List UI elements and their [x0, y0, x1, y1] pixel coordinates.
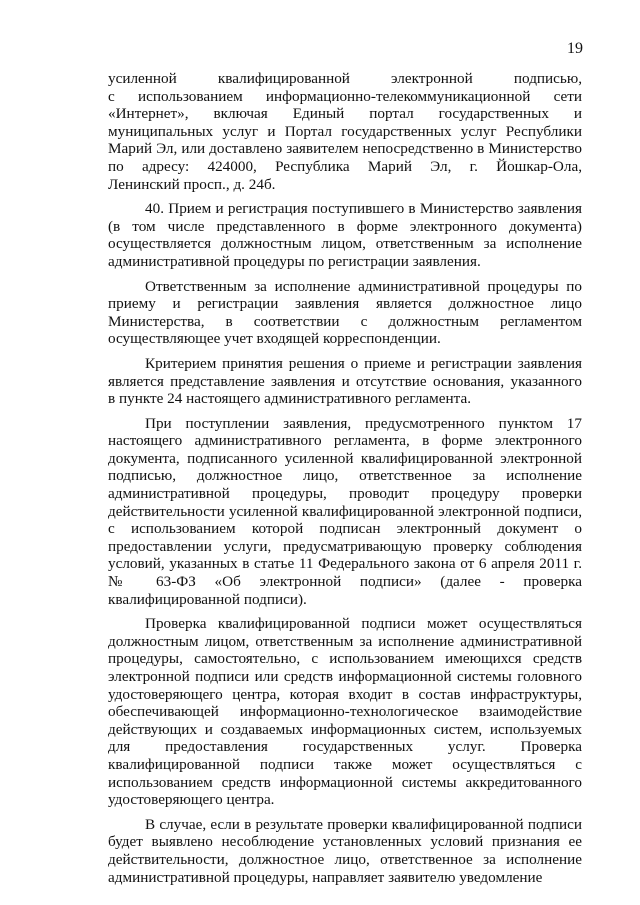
text-line: приему и регистрации заявления является должностное лицо — [108, 295, 582, 313]
text-line: по адресу: 424000, Республика Марий Эл, г. Йошкар-Ола, — [108, 157, 582, 175]
text-line: административной процедуры, направляет заявителю уведомление — [108, 868, 543, 886]
paragraph — [108, 355, 582, 408]
paragraph-gap — [108, 348, 582, 355]
paragraph — [108, 278, 582, 348]
paragraph — [108, 70, 582, 193]
text-line: действительности, должностное лицо, ответственное за исполнение — [108, 850, 582, 868]
text-line: удостоверяющего центра. — [108, 791, 275, 809]
text-line: Проверка квалифицированной подписи может осуществляться — [145, 615, 582, 633]
text-line: 40. Прием и регистрация поступившего в Министерство заявления — [145, 200, 582, 218]
text-line: предоставлении услуги, предусматривающую проверку соблюдения — [108, 537, 582, 555]
paragraph-gap — [108, 408, 582, 415]
page-number: 19 — [567, 40, 583, 57]
text-line: действительности усиленной квалифицированной электронной подписи, — [108, 502, 582, 520]
text-line: настоящего административного регламента, в форме электронного — [108, 432, 582, 450]
text-line: Критерием принятия решения о приеме и регистрации заявления — [145, 354, 582, 372]
paragraph-gap — [108, 809, 582, 816]
text-line: будет выявлено несоблюдение установленных условий признания ее — [108, 833, 582, 851]
text-line: квалифицированной подписи также может осуществляться с — [108, 755, 582, 773]
text-line: Ответственным за исполнение административной процедуры по — [145, 277, 582, 295]
text-line: в пункте 24 настоящего административного регламента. — [108, 390, 471, 408]
text-line: электронной подписи или средств информационной системы головного — [108, 668, 582, 685]
paragraph — [108, 415, 582, 609]
text-line: обеспечивающей информационно-технологическое взаимодействие — [108, 703, 582, 721]
text-line: использованием средств информационной системы аккредитованного — [108, 773, 582, 791]
text-line: должностным лицом, ответственным за исполнение административной — [108, 632, 582, 650]
text-line: для предоставления государственных услуг. Проверка — [108, 738, 582, 756]
text-line: административной процедуры, проводит процедуру проверки — [108, 485, 582, 503]
text-line: муниципальных услуг и Портал государственных услуг Республики — [108, 122, 582, 140]
text-line: № 63-ФЗ «Об электронной подписи» (далее - проверка — [108, 573, 582, 591]
text-line: Ленинский просп., д. 24б. — [108, 175, 276, 193]
document-body — [108, 70, 582, 886]
text-line: усиленной квалифицированной электронной подписью, — [108, 70, 582, 87]
text-line: является представление заявления и отсутствие основания, указанного — [108, 372, 582, 390]
text-line: удостоверяющего центра, которая входит в состав инфраструктуры, — [108, 685, 582, 703]
paragraph — [108, 615, 582, 809]
paragraph-gap — [108, 193, 582, 200]
text-line: с использованием которой подписан электронный документ о — [108, 520, 582, 538]
text-line: Министерства, в соответствии с должностным регламентом — [108, 312, 582, 330]
text-line: Марий Эл, или доставлено заявителем непосредственно в Министерство — [108, 140, 582, 158]
paragraph-gap — [108, 608, 582, 615]
text-line: При поступлении заявления, предусмотренного пунктом 17 — [145, 414, 582, 432]
text-line: условий, указанных в статье 11 Федерального закона от 6 апреля 2011 г. — [108, 555, 582, 573]
paragraph — [108, 816, 582, 886]
text-line: В случае, если в результате проверки квалифицированной подписи — [145, 815, 582, 833]
text-line: документа, подписанного усиленной квалифицированной электронной — [108, 449, 582, 467]
paragraph-gap — [108, 271, 582, 278]
text-line: процедуры, самостоятельно, с использованием имеющихся средств — [108, 650, 582, 668]
text-line: осуществляется должностным лицом, ответственным за исполнение — [108, 235, 582, 253]
text-line: действующих и создаваемых информационных систем, используемых — [108, 720, 582, 738]
text-line: с использованием информационно-телекоммуникационной сети — [108, 87, 582, 105]
text-line: (в том числе представленного в форме электронного документа) — [108, 217, 582, 235]
text-line: подписью, должностное лицо, ответственное за исполнение — [108, 467, 582, 485]
text-line: административной процедуры по регистрации заявления. — [108, 252, 481, 270]
text-line: осуществляющее учет входящей корреспонденции. — [108, 330, 441, 348]
text-line: «Интернет», включая Единый портал государственных и — [108, 105, 582, 123]
paragraph — [108, 200, 582, 270]
text-line: квалифицированной подписи). — [108, 590, 307, 608]
